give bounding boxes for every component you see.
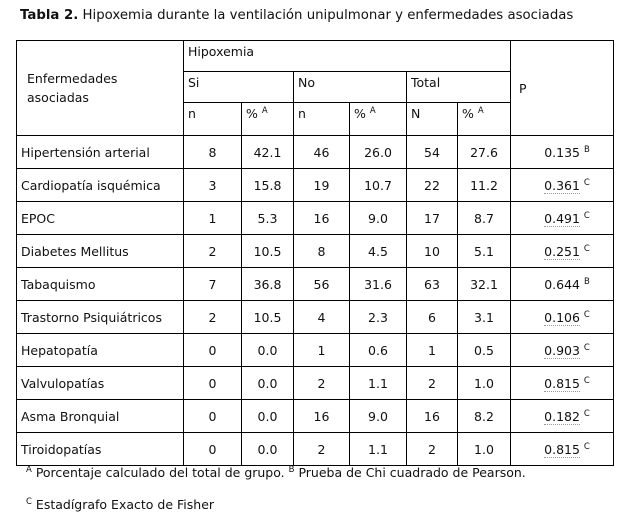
p-value-sup: C [583, 441, 590, 452]
p-value-sup: C [583, 342, 590, 353]
p-value-sup: C [583, 243, 590, 254]
footnote-a-text: Porcentaje calculado del total de grupo. [35, 465, 285, 480]
p-value-sup: B [583, 276, 590, 287]
p-value: 0.491 [544, 210, 580, 226]
p-value: 0.135 [544, 144, 580, 160]
cell-total-n: 17 [407, 202, 458, 235]
cell-p-value [511, 301, 614, 334]
p-value-sup: C [583, 408, 590, 419]
p-value: 0.815 [544, 441, 580, 457]
row-label: Trastorno Psiquiátricos [17, 301, 184, 334]
row-label: Valvulopatías [17, 367, 184, 400]
cell-total-n: 1 [407, 334, 458, 367]
cell-no-n: 2 [294, 367, 350, 400]
p-value-sup: B [583, 144, 590, 155]
cell-no-pct: 4.5 [350, 235, 407, 268]
footnote-c-text: Estadígrafo Exacto de Fisher [35, 497, 215, 512]
cell-total-pct: 32.1 [458, 268, 511, 301]
table-row [17, 334, 614, 367]
cell-no-pct: 1.1 [350, 433, 407, 466]
cell-si-pct: 10.5 [242, 301, 294, 334]
table-row [17, 235, 614, 268]
cell-si-pct: 15.8 [242, 169, 294, 202]
row-label: Tabaquismo [17, 268, 184, 301]
p-value: 0.182 [544, 408, 580, 424]
cell-p-value [511, 136, 614, 169]
cell-total-pct: 27.6 [458, 136, 511, 169]
footnote-b-text: Prueba de Chi cuadrado de Pearson. [298, 465, 526, 480]
cell-total-pct: 1.0 [458, 367, 511, 400]
header-total-pct-label: % [462, 106, 474, 121]
cell-total-n: 10 [407, 235, 458, 268]
cell-si-pct: 0.0 [242, 367, 294, 400]
row-label: EPOC [17, 202, 184, 235]
cell-total-n: 22 [407, 169, 458, 202]
header-si-pct-label: % [246, 106, 258, 121]
cell-si-pct: 0.0 [242, 433, 294, 466]
cell-no-pct: 1.1 [350, 367, 407, 400]
cell-total-pct: 1.0 [458, 433, 511, 466]
cell-si-n: 8 [184, 136, 242, 169]
cell-si-n: 7 [184, 268, 242, 301]
header-no-pct-label: % [354, 106, 366, 121]
cell-si-pct: 36.8 [242, 268, 294, 301]
p-value: 0.903 [544, 342, 580, 358]
cell-no-pct: 10.7 [350, 169, 407, 202]
cell-no-n: 16 [294, 400, 350, 433]
header-si: Si [184, 72, 294, 103]
cell-si-pct: 42.1 [242, 136, 294, 169]
cell-no-n: 2 [294, 433, 350, 466]
cell-total-pct: 8.2 [458, 400, 511, 433]
cell-no-n: 46 [294, 136, 350, 169]
footnote-a-mark: A [26, 464, 32, 475]
cell-p-value [511, 400, 614, 433]
p-value: 0.106 [544, 309, 580, 325]
cell-total-n: 16 [407, 400, 458, 433]
cell-no-n: 16 [294, 202, 350, 235]
table-row [17, 433, 614, 466]
table-row [17, 169, 614, 202]
row-label: Hepatopatía [17, 334, 184, 367]
cell-total-n: 54 [407, 136, 458, 169]
footnote-line-1 [26, 465, 526, 480]
data-table [16, 40, 614, 466]
p-value-sup: C [583, 309, 590, 320]
p-value-sup: C [583, 177, 590, 188]
table-row [17, 367, 614, 400]
cell-p-value [511, 235, 614, 268]
row-label: Diabetes Mellitus [17, 235, 184, 268]
cell-p-value [511, 202, 614, 235]
header-si-pct-sup: A [261, 105, 268, 116]
p-value-sup: C [583, 210, 590, 221]
cell-p-value [511, 334, 614, 367]
cell-total-pct: 3.1 [458, 301, 511, 334]
cell-no-pct: 31.6 [350, 268, 407, 301]
cell-total-pct: 5.1 [458, 235, 511, 268]
table-row [17, 268, 614, 301]
header-total-n: N [407, 103, 458, 136]
cell-total-n: 6 [407, 301, 458, 334]
table-row [17, 136, 614, 169]
cell-p-value [511, 169, 614, 202]
footnote-line-2 [26, 497, 214, 512]
cell-no-pct: 9.0 [350, 202, 407, 235]
cell-si-n: 2 [184, 301, 242, 334]
header-hipoxemia: Hipoxemia [184, 41, 511, 72]
footnote-b-mark: B [288, 464, 295, 475]
cell-no-pct: 9.0 [350, 400, 407, 433]
cell-no-n: 19 [294, 169, 350, 202]
table-row [17, 400, 614, 433]
cell-no-n: 1 [294, 334, 350, 367]
header-total-pct [458, 103, 511, 136]
cell-si-pct: 5.3 [242, 202, 294, 235]
cell-no-pct: 26.0 [350, 136, 407, 169]
cell-si-pct: 0.0 [242, 400, 294, 433]
p-value: 0.644 [544, 276, 580, 292]
cell-si-n: 2 [184, 235, 242, 268]
header-no-n: n [294, 103, 350, 136]
cell-p-value [511, 433, 614, 466]
cell-si-n: 0 [184, 400, 242, 433]
table-caption: Hipoxemia durante la ventilación unipulmonar y enfermedades asociadas [82, 8, 574, 23]
cell-no-n: 8 [294, 235, 350, 268]
header-total: Total [407, 72, 511, 103]
cell-si-pct: 0.0 [242, 334, 294, 367]
row-label: Asma Bronquial [17, 400, 184, 433]
table-title [20, 8, 573, 23]
header-no: No [294, 72, 407, 103]
cell-total-n: 2 [407, 367, 458, 400]
cell-p-value [511, 268, 614, 301]
cell-p-value [511, 367, 614, 400]
cell-si-n: 1 [184, 202, 242, 235]
header-enfermedades: Enfermedades asociadas [17, 41, 184, 136]
header-p: P [511, 41, 614, 136]
cell-si-pct: 10.5 [242, 235, 294, 268]
table-row [17, 202, 614, 235]
p-value: 0.361 [544, 177, 580, 193]
row-label: Cardiopatía isquémica [17, 169, 184, 202]
cell-si-n: 0 [184, 433, 242, 466]
table-row [17, 301, 614, 334]
cell-si-n: 0 [184, 367, 242, 400]
cell-total-pct: 0.5 [458, 334, 511, 367]
footnote-c-mark: C [26, 496, 32, 507]
p-value: 0.815 [544, 375, 580, 391]
cell-total-n: 2 [407, 433, 458, 466]
row-label: Hipertensión arterial [17, 136, 184, 169]
cell-no-n: 56 [294, 268, 350, 301]
cell-no-pct: 0.6 [350, 334, 407, 367]
header-si-pct [242, 103, 294, 136]
p-value: 0.251 [544, 243, 580, 259]
header-no-pct [350, 103, 407, 136]
header-total-pct-sup: A [477, 105, 484, 116]
header-no-pct-sup: A [369, 105, 376, 116]
cell-no-pct: 2.3 [350, 301, 407, 334]
row-label: Tiroidopatías [17, 433, 184, 466]
cell-si-n: 3 [184, 169, 242, 202]
table-number: Tabla 2. [20, 8, 79, 23]
cell-total-pct: 11.2 [458, 169, 511, 202]
cell-total-pct: 8.7 [458, 202, 511, 235]
cell-si-n: 0 [184, 334, 242, 367]
header-si-n: n [184, 103, 242, 136]
cell-total-n: 63 [407, 268, 458, 301]
cell-no-n: 4 [294, 301, 350, 334]
p-value-sup: C [583, 375, 590, 386]
